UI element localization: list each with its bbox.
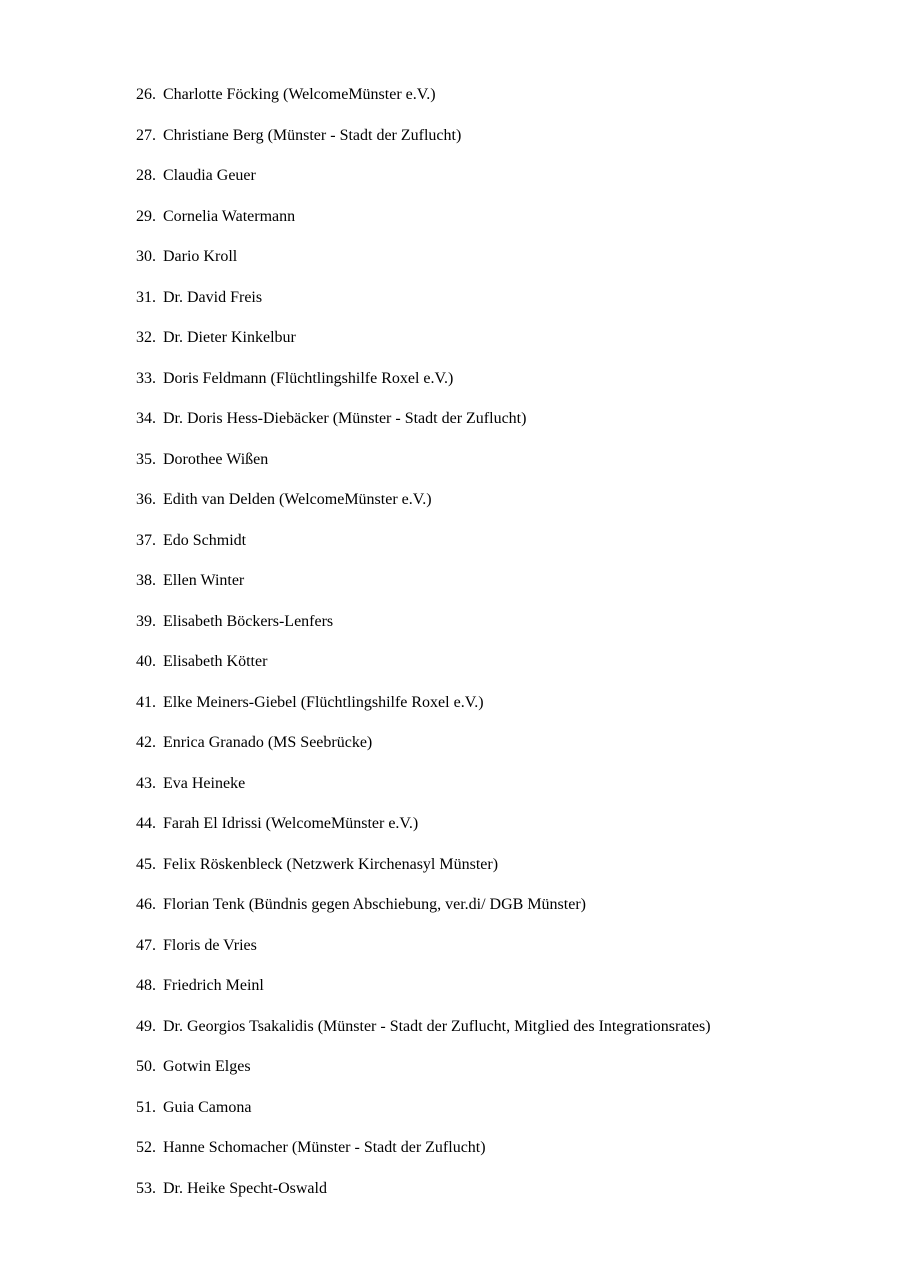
- list-item-text: Dr. David Freis: [163, 288, 263, 306]
- list-item-text: Elke Meiners-Giebel (Flüchtlingshilfe Roxel e.V.): [163, 693, 484, 711]
- list-item-text: Eva Heineke: [163, 774, 246, 792]
- list-item-text: Elisabeth Kötter: [163, 653, 268, 670]
- list-item-text: Christiane Berg (Münster - Stadt der Zuflucht): [163, 126, 462, 144]
- list-item-number: 38.: [136, 572, 156, 589]
- list-item-text: Floris de Vries: [163, 936, 257, 954]
- list-item-text: Doris Feldmann (Flüchtlingshilfe Roxel e.V.): [163, 369, 454, 387]
- list-item-number: 36.: [136, 491, 156, 508]
- list-item-text: Guia Camona: [163, 1098, 252, 1116]
- list-item-number: 29.: [136, 207, 156, 225]
- list-item-text: Ellen Winter: [163, 572, 245, 589]
- list-item-number: 53.: [136, 1179, 156, 1197]
- list-item-text: Felix Röskenbleck (Netzwerk Kirchenasyl Münster): [163, 855, 499, 873]
- list-item-text: Gotwin Elges: [163, 1058, 251, 1075]
- list-item-number: 31.: [136, 288, 156, 306]
- list-item-text: Dorothee Wißen: [163, 450, 269, 468]
- list-item-number: 27.: [136, 126, 156, 144]
- list-item-text: Dr. Georgios Tsakalidis (Münster - Stadt der Zuflucht, Mitglied des Integrationsrates): [163, 1017, 711, 1035]
- list-item-text: Cornelia Watermann: [163, 207, 296, 225]
- list-item-number: 28.: [136, 167, 156, 184]
- list-item-number: 33.: [136, 369, 156, 387]
- list-item-text: Charlotte Föcking (WelcomeMünster e.V.): [163, 86, 436, 103]
- list-item-number: 45.: [136, 855, 156, 873]
- list-item-number: 34.: [136, 410, 156, 427]
- list-item-text: Dario Kroll: [163, 248, 238, 265]
- list-item-text: Dr. Dieter Kinkelbur: [163, 329, 296, 346]
- list-item-text: Florian Tenk (Bündnis gegen Abschiebung, ver.di/ DGB Münster): [163, 896, 586, 913]
- list-item-number: 30.: [136, 248, 156, 265]
- list-item-number: 50.: [136, 1058, 156, 1075]
- list-item-number: 40.: [136, 653, 156, 670]
- list-item-number: 39.: [136, 612, 156, 630]
- list-item-text: Farah El Idrissi (WelcomeMünster e.V.): [163, 815, 419, 832]
- list-item-number: 41.: [136, 693, 156, 711]
- list-item-text: Friedrich Meinl: [163, 977, 264, 994]
- list-item-number: 43.: [136, 774, 156, 792]
- list-item-number: 42.: [136, 734, 156, 751]
- list-item-number: 51.: [136, 1098, 156, 1116]
- list-item-text: Elisabeth Böckers-Lenfers: [163, 612, 334, 630]
- list-item-number: 48.: [136, 977, 156, 994]
- list-item-text: Claudia Geuer: [163, 167, 256, 184]
- list-item-number: 46.: [136, 896, 156, 913]
- list-item-number: 26.: [136, 86, 156, 103]
- list-item-text: Edith van Delden (WelcomeMünster e.V.): [163, 491, 432, 508]
- list-item-number: 37.: [136, 531, 156, 549]
- list-item-number: 35.: [136, 450, 156, 468]
- list-item-number: 44.: [136, 815, 156, 832]
- list-item-text: Hanne Schomacher (Münster - Stadt der Zuflucht): [163, 1139, 486, 1156]
- list-item-number: 32.: [136, 329, 156, 346]
- list-item-text: Enrica Granado (MS Seebrücke): [163, 734, 373, 751]
- list-item-number: 49.: [136, 1017, 156, 1035]
- list-item-number: 47.: [136, 936, 156, 954]
- list-item-text: Edo Schmidt: [163, 531, 247, 549]
- list-item-text: Dr. Heike Specht-Oswald: [163, 1179, 327, 1197]
- list-item-number: 52.: [136, 1139, 156, 1156]
- list-item-text: Dr. Doris Hess-Diebäcker (Münster - Stadt der Zuflucht): [163, 410, 527, 427]
